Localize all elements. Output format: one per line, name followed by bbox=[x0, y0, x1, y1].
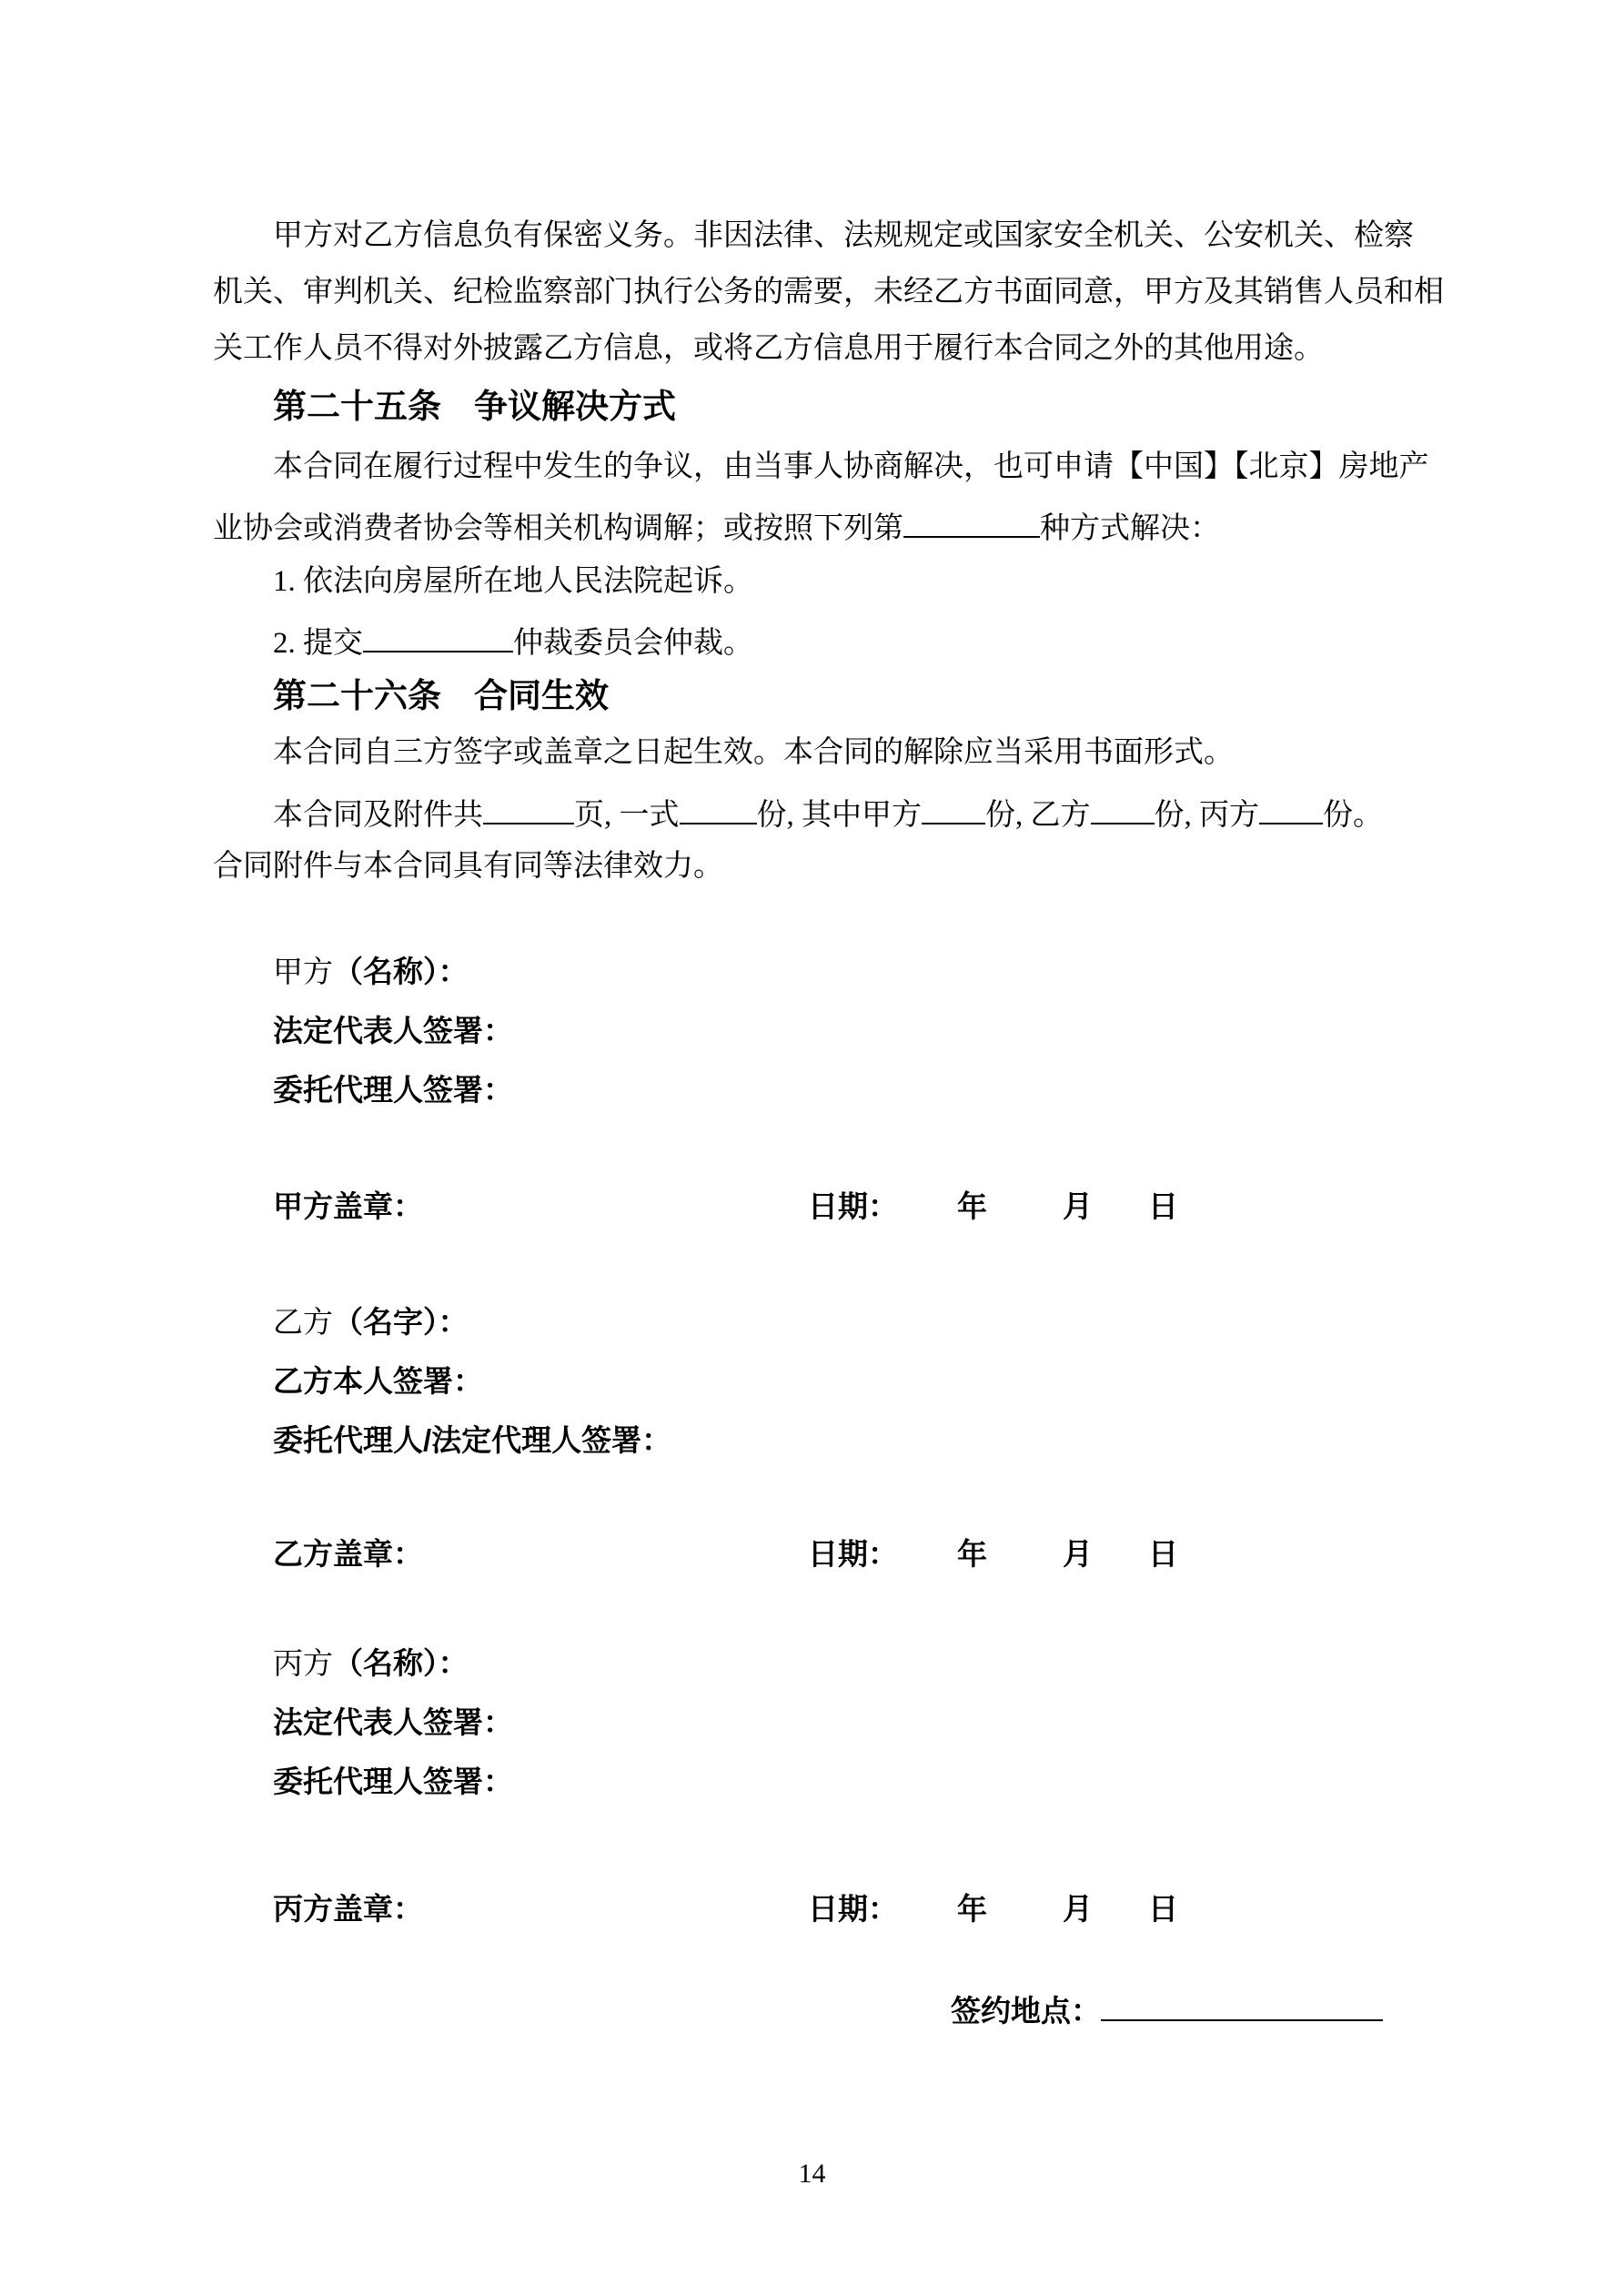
party-c-day-label: 日 bbox=[1148, 1892, 1178, 1926]
party-b-copies-blank-field bbox=[1091, 793, 1155, 824]
dispute-method-text-before: 业协会或消费者协会等相关机构调解；或按照下列第 bbox=[213, 512, 903, 545]
party-c-month-label: 月 bbox=[1063, 1892, 1093, 1926]
article-25-heading bbox=[273, 387, 676, 427]
party-b-agent-sign-label: 委托代理人/法定代理人签署： bbox=[273, 1423, 672, 1457]
total-copies-blank-field bbox=[680, 793, 757, 824]
dispute-option-1: 1. 依法向房屋所在地人民法院起诉。 bbox=[273, 565, 753, 598]
attachment-effect-line: 合同附件与本合同具有同等法律效力。 bbox=[213, 850, 723, 883]
party-a-year-label: 年 bbox=[957, 1189, 987, 1223]
party-a-name-line bbox=[273, 954, 469, 992]
party-a-seal-label: 甲方盖章： bbox=[273, 1189, 423, 1223]
party-c-name-line bbox=[273, 1645, 469, 1684]
party-a-day-label: 日 bbox=[1148, 1189, 1178, 1223]
party-a-agent-sign-label: 委托代理人签署： bbox=[273, 1073, 513, 1107]
arbitration-committee-blank-field bbox=[363, 621, 513, 652]
dispute-method-text-after: 种方式解决： bbox=[1040, 512, 1220, 545]
party-b-name-suffix: （名字）： bbox=[333, 1305, 469, 1339]
party-c-label: 丙方 bbox=[273, 1648, 333, 1681]
dispute-option-2 bbox=[273, 621, 753, 663]
copies-line bbox=[273, 793, 1383, 834]
signing-location-label: 签约地点： bbox=[951, 1994, 1101, 2028]
party-c-legal-rep-sign-label: 法定代表人签署： bbox=[273, 1705, 513, 1739]
party-c-name-suffix: （名称）： bbox=[333, 1646, 469, 1680]
article-26-title: 合同生效 bbox=[474, 677, 609, 714]
confidentiality-line-3: 关工作人员不得对外披露乙方信息，或将乙方信息用于履行本合同之外的其他用途。 bbox=[213, 332, 1324, 365]
party-a-name-suffix: （名称）： bbox=[333, 955, 469, 988]
dispute-body-line-1: 本合同在履行过程中发生的争议，由当事人协商解决，也可申请【中国】【北京】房地产 bbox=[273, 450, 1429, 483]
party-c-date-label: 日期： bbox=[808, 1892, 898, 1926]
dispute-body-line-2 bbox=[213, 506, 1220, 548]
article-26-number: 第二十六条 bbox=[273, 677, 441, 714]
party-b-day-label: 日 bbox=[1148, 1537, 1178, 1571]
party-c-agent-sign-label: 委托代理人签署： bbox=[273, 1765, 513, 1798]
dispute-method-blank-field bbox=[903, 506, 1040, 538]
confidentiality-line-1: 甲方对乙方信息负有保密义务。非因法律、法规规定或国家安全机关、公安机关、检察 bbox=[273, 219, 1414, 252]
party-b-name-line bbox=[273, 1304, 469, 1342]
effective-date-line: 本合同自三方签字或盖章之日起生效。本合同的解除应当采用书面形式。 bbox=[273, 736, 1234, 769]
party-a-date-label: 日期： bbox=[808, 1189, 898, 1223]
party-c-seal-label: 丙方盖章： bbox=[273, 1892, 423, 1926]
signing-location-blank-field bbox=[1101, 1989, 1383, 2021]
article-25-number: 第二十五条 bbox=[273, 388, 441, 425]
copies-text-6: 份。 bbox=[1323, 799, 1383, 832]
arbitration-text-after: 仲裁委员会仲裁。 bbox=[513, 627, 753, 660]
party-b-date-label: 日期： bbox=[808, 1537, 898, 1571]
article-25-title: 争议解决方式 bbox=[474, 388, 676, 425]
party-a-month-label: 月 bbox=[1063, 1189, 1093, 1223]
party-a-legal-rep-sign-label: 法定代表人签署： bbox=[273, 1014, 513, 1047]
copies-text-5: 份, 丙方 bbox=[1154, 799, 1259, 832]
confidentiality-line-2: 机关、审判机关、纪检监察部门执行公务的需要，未经乙方书面同意，甲方及其销售人员和相 bbox=[213, 276, 1444, 308]
party-c-year-label: 年 bbox=[957, 1892, 987, 1926]
party-b-month-label: 月 bbox=[1063, 1537, 1093, 1571]
party-b-year-label: 年 bbox=[957, 1537, 987, 1571]
page-number: 14 bbox=[798, 2159, 826, 2189]
party-b-self-sign-label: 乙方本人签署： bbox=[273, 1364, 483, 1398]
party-a-label: 甲方 bbox=[273, 956, 333, 989]
copies-text-1: 本合同及附件共 bbox=[273, 799, 483, 832]
article-26-heading bbox=[273, 676, 609, 716]
total-pages-blank-field bbox=[483, 793, 574, 824]
party-c-copies-blank-field bbox=[1259, 793, 1323, 824]
signing-location-line bbox=[951, 1989, 1383, 2029]
copies-text-2: 页, 一式 bbox=[574, 799, 680, 832]
party-b-seal-label: 乙方盖章： bbox=[273, 1537, 423, 1571]
party-a-copies-blank-field bbox=[922, 793, 985, 824]
party-b-label: 乙方 bbox=[273, 1307, 333, 1340]
copies-text-4: 份, 乙方 bbox=[985, 799, 1091, 832]
arbitration-text-before: 2. 提交 bbox=[273, 627, 363, 660]
copies-text-3: 份, 其中甲方 bbox=[756, 799, 922, 832]
